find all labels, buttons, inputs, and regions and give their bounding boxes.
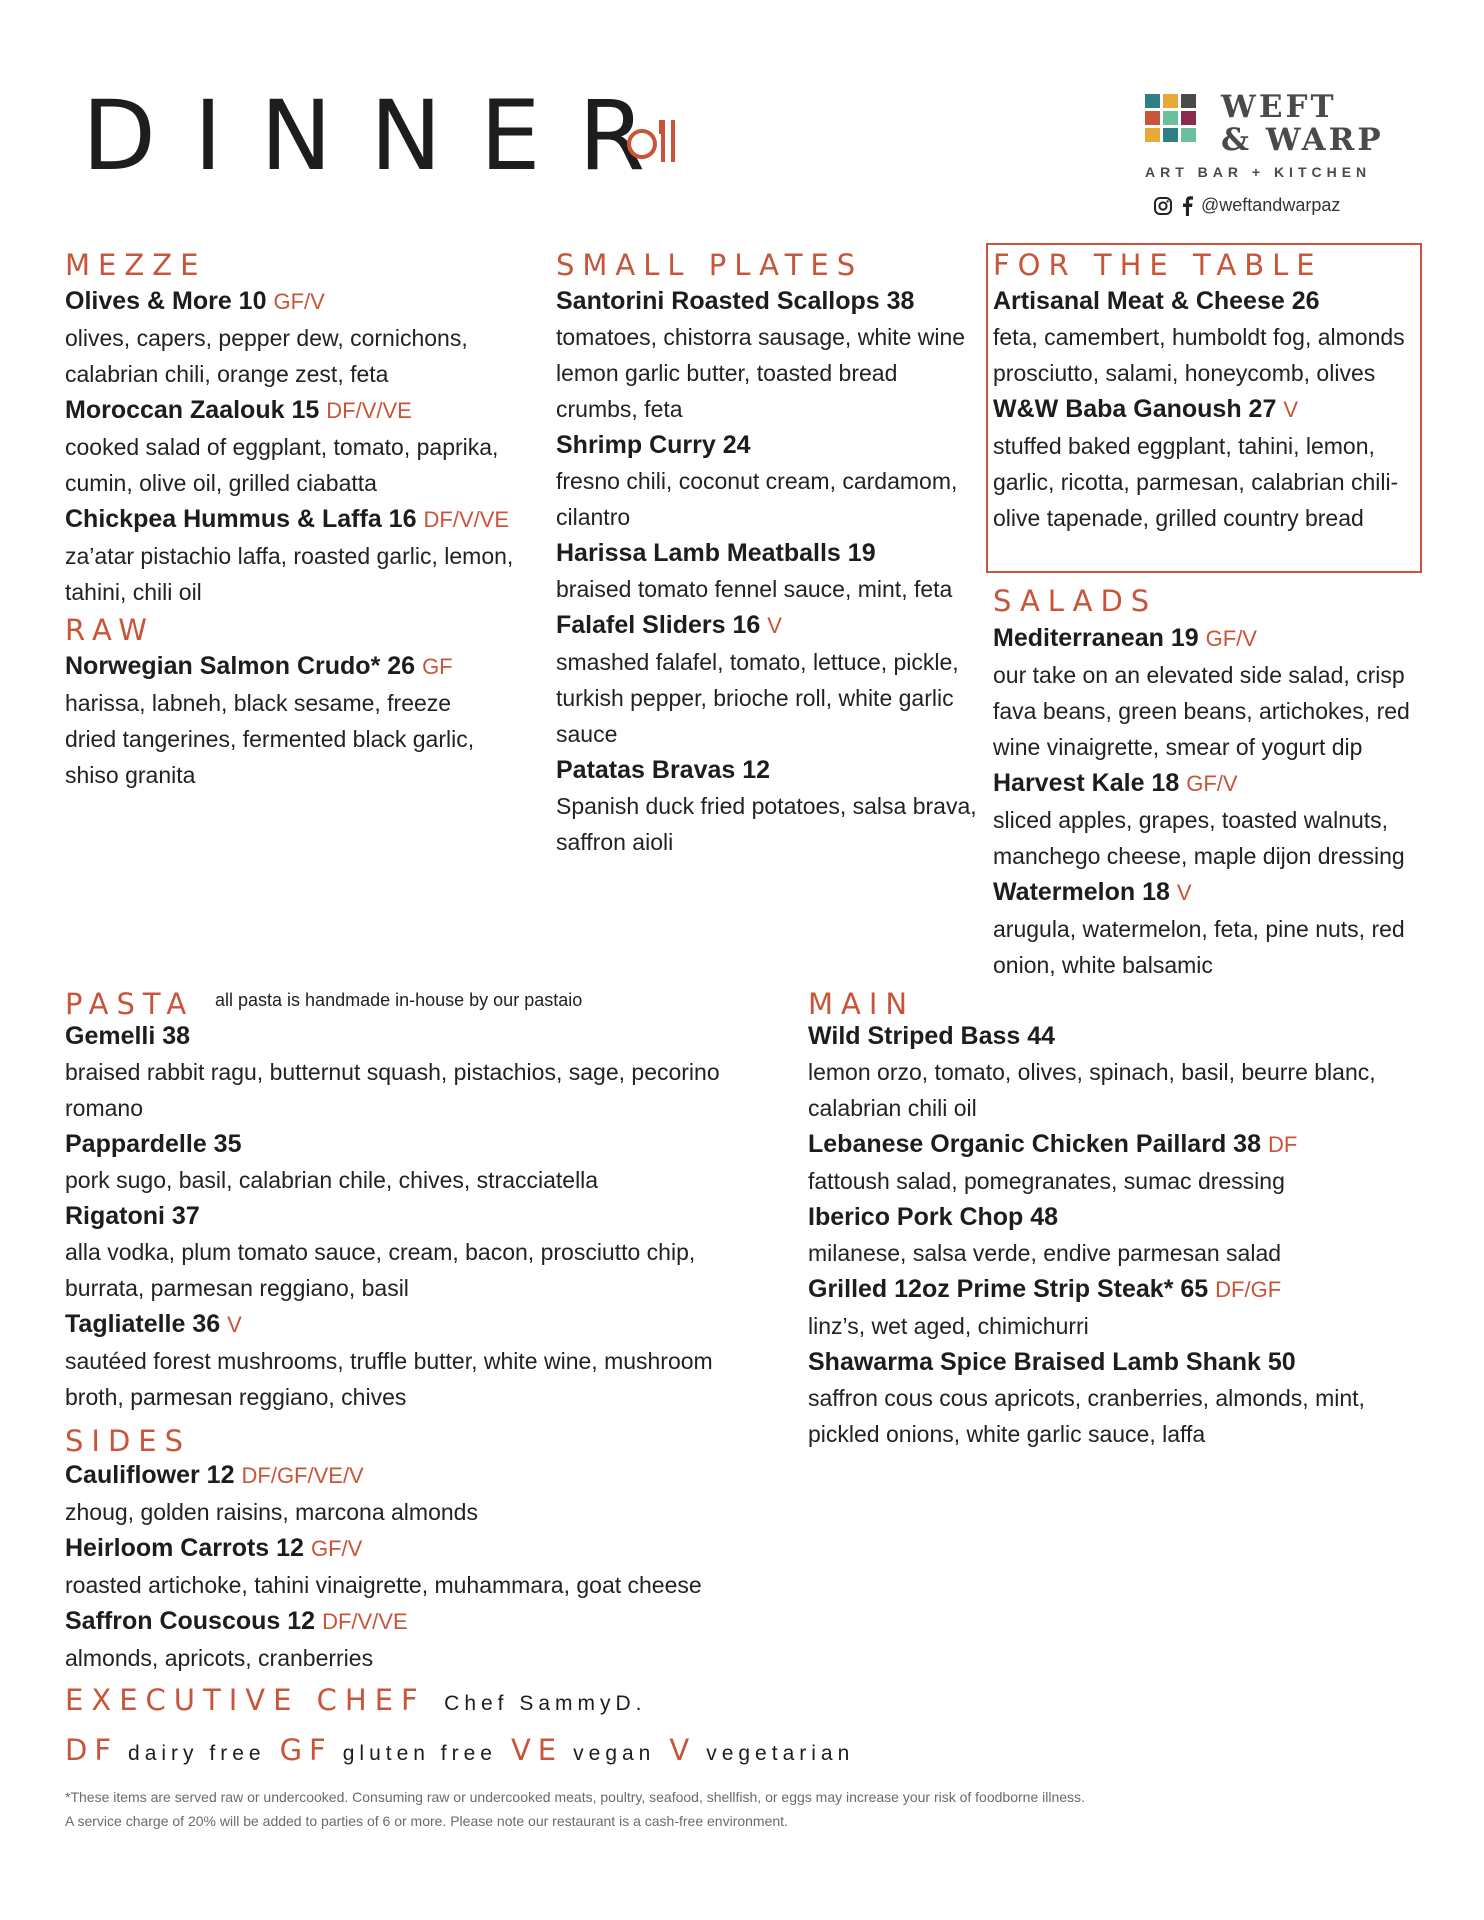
sides-list	[65, 1457, 785, 1676]
menu-item-title: W&W Baba Ganoush 27	[993, 395, 1277, 423]
menu-item-name	[65, 1306, 755, 1343]
menu-item-title: Patatas Bravas 12	[556, 756, 771, 784]
menu-item-description: alla vodka, plum tomato sauce, cream, bacon, prosciutto chip, burrata, parmesan reggiano, basil	[65, 1239, 696, 1301]
dietary-tag: DF/V/VE	[322, 1609, 408, 1634]
dietary-tag: V	[1176, 880, 1192, 905]
legend-code: V	[669, 1733, 697, 1767]
dietary-tag: V	[227, 1312, 242, 1337]
dietary-tag: GF/V	[1186, 771, 1238, 796]
menu-item-title: Shrimp Curry 24	[556, 431, 751, 459]
menu-item-name	[65, 501, 555, 538]
pasta-note: all pasta is handmade in-house by our pastaio	[215, 990, 583, 1010]
menu-title: DINNER	[82, 80, 684, 192]
menu-item	[808, 1126, 1428, 1199]
legend-code: GF	[279, 1733, 333, 1767]
menu-item	[556, 427, 981, 535]
menu-item	[556, 535, 981, 607]
executive-chef-name: Chef SammyD.	[444, 1692, 647, 1715]
menu-item-name	[65, 1530, 785, 1567]
menu-item	[65, 283, 555, 392]
menu-item-description: milanese, salsa verde, endive parmesan salad	[808, 1240, 1282, 1266]
menu-item-description: roasted artichoke, tahini vinaigrette, muhammara, goat cheese	[65, 1572, 702, 1598]
menu-item	[993, 620, 1423, 765]
mosaic-logo-icon	[1145, 94, 1215, 146]
service-charge-note: A service charge of 20% will be added to parties of 6 or more. Please note our restaurant is a cash-free environment.	[65, 1813, 788, 1829]
menu-item-description: cooked salad of eggplant, tomato, paprika, cumin, olive oil, grilled ciabatta	[65, 434, 499, 496]
menu-item-description: smashed falafel, tomato, lettuce, pickle, turkish pepper, brioche roll, white garlic sauce	[556, 649, 959, 747]
menu-item-title: Wild Striped Bass 44	[808, 1022, 1056, 1050]
menu-item-description: zhoug, golden raisins, marcona almonds	[65, 1499, 478, 1525]
menu-item-description: saffron cous cous apricots, cranberries, almonds, mint, pickled onions, white garlic sauce, laffa	[808, 1385, 1365, 1447]
menu-item-name	[556, 283, 981, 319]
menu-item	[993, 283, 1419, 391]
menu-item-name	[808, 1126, 1428, 1163]
menu-item-title: Norwegian Salmon Crudo* 26	[65, 652, 416, 680]
menu-item-description: tomatoes, chistorra sausage, white wine lemon garlic butter, toasted bread crumbs, feta	[556, 324, 966, 422]
menu-item-description: fattoush salad, pomegranates, sumac dressing	[808, 1168, 1285, 1194]
legend-code: VE	[510, 1733, 564, 1767]
section-heading-mezze: MEZZE	[65, 248, 207, 282]
menu-item-description: za’atar pistachio laffa, roasted garlic, lemon, tahini, chili oil	[65, 543, 514, 605]
menu-item-title: Tagliatelle 36	[65, 1310, 221, 1338]
menu-item-name	[556, 607, 981, 644]
social-links	[1153, 195, 1340, 216]
mosaic-tile	[1145, 128, 1160, 142]
menu-item-name	[993, 283, 1419, 319]
main-list	[808, 1018, 1428, 1452]
menu-item	[993, 391, 1419, 536]
menu-item	[808, 1199, 1428, 1271]
menu-item-title: Harvest Kale 18	[993, 769, 1180, 797]
menu-item-title: Chickpea Hummus & Laffa 16	[65, 505, 417, 533]
menu-item-name	[65, 1603, 785, 1640]
menu-item	[808, 1344, 1428, 1452]
dietary-tag: DF/GF/VE/V	[241, 1463, 364, 1488]
menu-item-name	[65, 283, 555, 320]
menu-item-name	[65, 1018, 755, 1054]
menu-item	[556, 607, 981, 752]
menu-item-name	[808, 1271, 1428, 1308]
legend-code: DF	[65, 1733, 119, 1767]
menu-item	[556, 752, 981, 860]
menu-item	[65, 1306, 755, 1415]
mosaic-tile	[1145, 94, 1160, 108]
menu-item	[65, 1530, 785, 1603]
menu-item-description: stuffed baked eggplant, tahini, lemon, garlic, ricotta, parmesan, calabrian chili-olive tapenade, grilled country bread	[993, 433, 1399, 531]
executive-chef-line	[65, 1683, 647, 1717]
section-heading-raw: RAW	[65, 613, 155, 647]
section-heading-pasta: PASTA	[65, 987, 195, 1021]
menu-item-name	[65, 648, 505, 685]
section-heading-salads: SALADS	[993, 584, 1158, 618]
menu-item-title: Lebanese Organic Chicken Paillard 38	[808, 1130, 1261, 1158]
menu-item-title: Rigatoni 37	[65, 1202, 200, 1230]
menu-item-name	[556, 427, 981, 463]
executive-chef-label: EXECUTIVE CHEF	[65, 1683, 426, 1717]
menu-item-description: our take on an elevated side salad, crisp fava beans, green beans, artichokes, red wine vinaigrette, smear of yogurt dip	[993, 662, 1410, 760]
section-heading-small-plates: SMALL PLATES	[556, 248, 864, 282]
menu-item-title: Shawarma Spice Braised Lamb Shank 50	[808, 1348, 1296, 1376]
menu-item-name	[65, 1457, 785, 1494]
menu-item-title: Gemelli 38	[65, 1022, 191, 1050]
menu-item	[65, 1126, 755, 1198]
menu-item-title: Falafel Sliders 16	[556, 611, 761, 639]
menu-item	[993, 765, 1423, 874]
menu-item	[556, 283, 981, 427]
menu-item-description: arugula, watermelon, feta, pine nuts, red onion, white balsamic	[993, 916, 1405, 978]
dietary-tag: GF/V	[310, 1536, 363, 1561]
mosaic-tile	[1163, 94, 1178, 108]
salads-list	[993, 620, 1423, 983]
dietary-tag: GF/V	[1205, 626, 1257, 651]
legend-text: gluten free	[342, 1742, 497, 1765]
menu-item-name	[993, 620, 1423, 657]
menu-item-title: Cauliflower 12	[65, 1461, 235, 1489]
mosaic-tile	[1163, 128, 1178, 142]
legend-text: vegetarian	[706, 1742, 855, 1765]
menu-item-description: feta, camembert, humboldt fog, almonds prosciutto, salami, honeycomb, olives	[993, 324, 1405, 386]
menu-item-description: sliced apples, grapes, toasted walnuts, manchego cheese, maple dijon dressing	[993, 807, 1405, 869]
menu-item-title: Mediterranean 19	[993, 624, 1199, 652]
menu-item-title: Heirloom Carrots 12	[65, 1534, 304, 1562]
section-heading-sides: SIDES	[65, 1424, 192, 1458]
menu-item-name	[556, 535, 981, 571]
menu-item-name	[65, 392, 555, 429]
menu-item	[65, 648, 505, 793]
for-the-table-list	[993, 283, 1419, 536]
section-heading-for-the-table: FOR THE TABLE	[993, 248, 1323, 282]
menu-item-name	[808, 1199, 1428, 1235]
facebook-icon[interactable]	[1180, 196, 1194, 216]
mosaic-tile	[1163, 111, 1178, 125]
menu-item-name	[993, 874, 1423, 911]
brand-name-line2: & WARP	[1221, 122, 1384, 158]
menu-item	[808, 1271, 1428, 1344]
menu-item-title: Grilled 12oz Prime Strip Steak* 65	[808, 1275, 1209, 1303]
menu-item-description: almonds, apricots, cranberries	[65, 1645, 374, 1671]
menu-item-name	[556, 752, 981, 788]
menu-item-title: Watermelon 18	[993, 878, 1170, 906]
menu-item	[65, 1198, 755, 1306]
dietary-tag: DF/GF	[1215, 1277, 1282, 1302]
mosaic-tile	[1145, 111, 1160, 125]
mosaic-tile	[1181, 94, 1196, 108]
brand-tagline: ART BAR + KITCHEN	[1145, 164, 1372, 180]
menu-item-name	[993, 765, 1423, 802]
menu-item-title: Moroccan Zaalouk 15	[65, 396, 320, 424]
menu-item-title: Iberico Pork Chop 48	[808, 1203, 1059, 1231]
menu-item-title: Olives & More 10	[65, 287, 267, 315]
mezze-list	[65, 283, 555, 610]
dietary-tag: GF/V	[273, 289, 325, 314]
footnote	[65, 1785, 1385, 1833]
raw-list	[65, 648, 505, 793]
menu-item-description: sautéed forest mushrooms, truffle butter, white wine, mushroom broth, parmesan reggiano, chives	[65, 1348, 713, 1410]
menu-item-title: Santorini Roasted Scallops 38	[556, 287, 915, 315]
dietary-tag: DF	[1267, 1132, 1298, 1157]
legend-text: dairy free	[128, 1742, 266, 1765]
menu-item-description: lemon orzo, tomato, olives, spinach, basil, beurre blanc, calabrian chili oil	[808, 1059, 1376, 1121]
menu-item-description: linz’s, wet aged, chimichurri	[808, 1313, 1089, 1339]
menu-item-description: harissa, labneh, black sesame, freeze dried tangerines, fermented black garlic, shiso granita	[65, 690, 475, 788]
menu-item	[65, 1018, 755, 1126]
menu-item	[65, 1603, 785, 1676]
menu-item	[993, 874, 1423, 983]
menu-item-description: Spanish duck fried potatoes, salsa brava, saffron aioli	[556, 793, 977, 855]
menu-item	[65, 392, 555, 501]
legend-text: vegan	[573, 1742, 656, 1765]
dietary-legend	[65, 1733, 868, 1767]
mosaic-tile	[1181, 111, 1196, 125]
pasta-list	[65, 1018, 755, 1415]
instagram-icon[interactable]	[1153, 196, 1173, 216]
brand-logo	[1145, 89, 1385, 212]
menu-item-name	[65, 1126, 755, 1162]
menu-item-name	[808, 1344, 1428, 1380]
small-plates-list	[556, 283, 981, 860]
mosaic-tile	[1181, 128, 1196, 142]
menu-item-description: braised tomato fennel sauce, mint, feta	[556, 576, 953, 602]
menu-item-description: braised rabbit ragu, butternut squash, pistachios, sage, pecorino romano	[65, 1059, 720, 1121]
social-handle: @weftandwarpaz	[1201, 195, 1341, 215]
dietary-tag: DF/V/VE	[326, 398, 412, 423]
menu-item-title: Artisanal Meat & Cheese 26	[993, 287, 1320, 315]
menu-item-title: Saffron Couscous 12	[65, 1607, 316, 1635]
menu-item	[65, 1457, 785, 1530]
menu-item-title: Pappardelle 35	[65, 1130, 242, 1158]
dietary-tag: V	[1283, 397, 1299, 422]
menu-item	[65, 501, 555, 610]
plate-fork-knife-icon	[622, 112, 678, 168]
brand-name-line1: WEFT	[1221, 89, 1337, 125]
dietary-tag: GF	[422, 654, 453, 679]
menu-item-name	[808, 1018, 1428, 1054]
dietary-tag: V	[767, 613, 782, 638]
menu-item-description: olives, capers, pepper dew, cornichons, calabrian chili, orange zest, feta	[65, 325, 468, 387]
dietary-tag: DF/V/VE	[423, 507, 510, 532]
menu-item-title: Harissa Lamb Meatballs 19	[556, 539, 876, 567]
menu-item-name	[65, 1198, 755, 1234]
menu-item-name	[993, 391, 1419, 428]
menu-item-description: pork sugo, basil, calabrian chile, chives, stracciatella	[65, 1167, 599, 1193]
menu-item	[808, 1018, 1428, 1126]
raw-food-disclaimer: *These items are served raw or undercooked. Consuming raw or undercooked meats, poultry, seafood, shellfish, or eggs may increase your risk of foodborne illness.	[65, 1789, 1085, 1805]
section-heading-main: MAIN	[808, 987, 916, 1021]
menu-item-description: fresno chili, coconut cream, cardamom, cilantro	[556, 468, 958, 530]
